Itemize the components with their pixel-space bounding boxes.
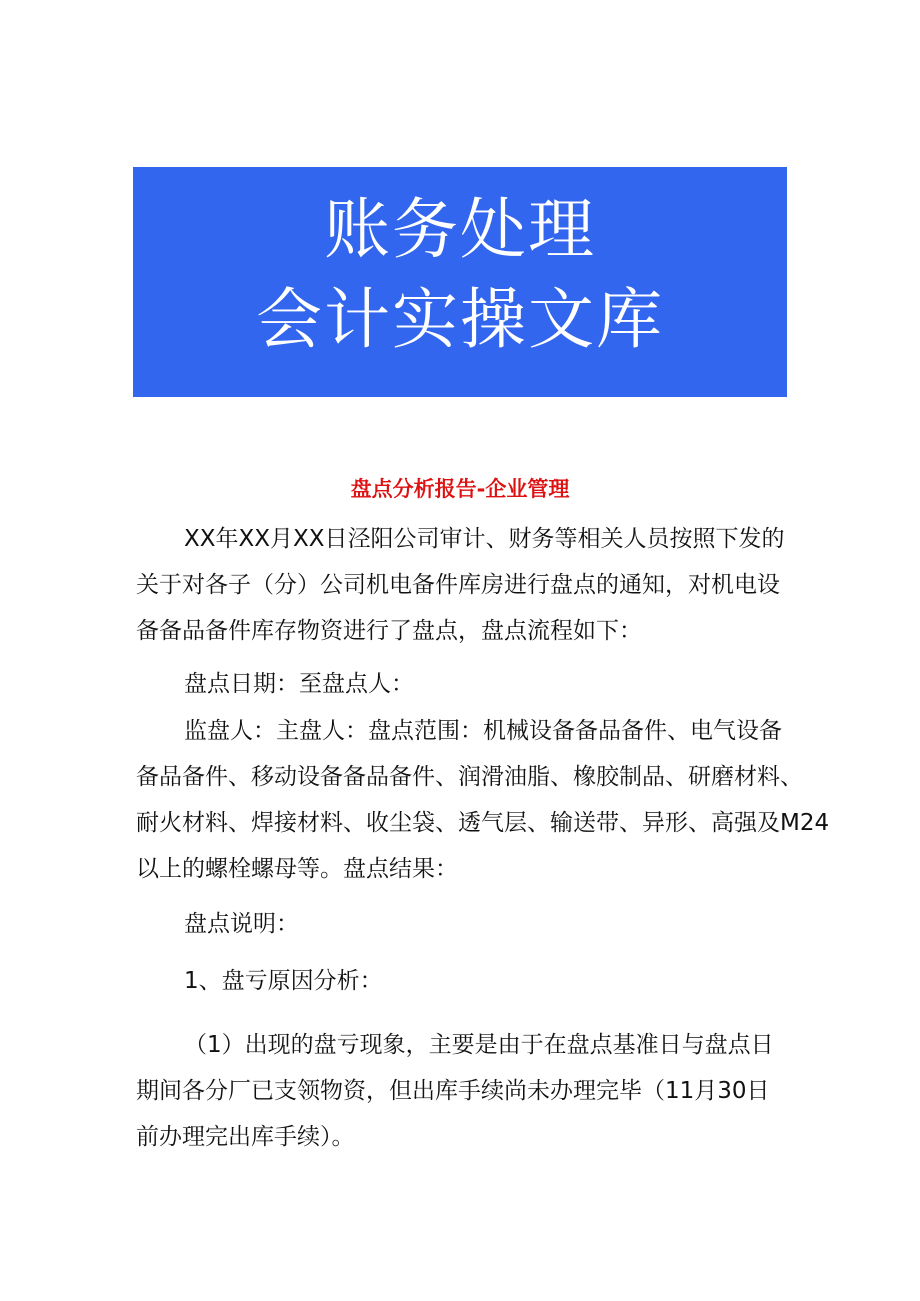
paragraph-intro — [136, 516, 786, 654]
document-title: 盘点分析报告-企业管理 — [350, 477, 570, 501]
banner-title-line-1: 账务处理 — [324, 191, 596, 268]
paragraph-line: 盘点说明： — [184, 911, 299, 937]
paragraph-line: 前办理完出库手续）。 — [136, 1124, 355, 1150]
paragraph-date — [136, 661, 786, 707]
paragraph-notes-heading — [136, 901, 786, 947]
paragraph-scope — [136, 708, 830, 892]
paragraph-line: 关于对各子（分）公司机电备件库房进行盘点的通知，对机电设 — [136, 572, 780, 598]
paragraph-line: 耐火材料、焊接材料、收尘袋、透气层、输送带、异形、高强及M24 — [136, 810, 830, 836]
paragraph-loss-reason — [136, 1022, 786, 1160]
paragraph-line: 盘点日期：至盘点人： — [184, 671, 414, 697]
paragraph-line: 备备品备件库存物资进行了盘点，盘点流程如下： — [136, 618, 642, 644]
banner-title-line-2: 会计实操文库 — [256, 281, 664, 358]
cover-banner — [133, 167, 787, 397]
paragraph-line: 监盘人：主盘人：盘点范围：机械设备备品备件、电气设备 — [184, 718, 782, 744]
paragraph-line: XX年XX月XX日泾阳公司审计、财务等相关人员按照下发的 — [184, 526, 785, 552]
paragraph-line: （1）出现的盘亏现象，主要是由于在盘点基准日与盘点日 — [184, 1032, 774, 1058]
paragraph-line: 1、盘亏原因分析： — [184, 968, 383, 994]
paragraph-line: 以上的螺栓螺母等。盘点结果： — [136, 856, 458, 882]
paragraph-line: 备品备件、移动设备备品备件、润滑油脂、橡胶制品、研磨材料、 — [136, 764, 803, 790]
paragraph-loss-analysis-heading — [136, 958, 786, 1004]
paragraph-line: 期间各分厂已支领物资，但出库手续尚未办理完毕（11月30日 — [136, 1078, 770, 1104]
